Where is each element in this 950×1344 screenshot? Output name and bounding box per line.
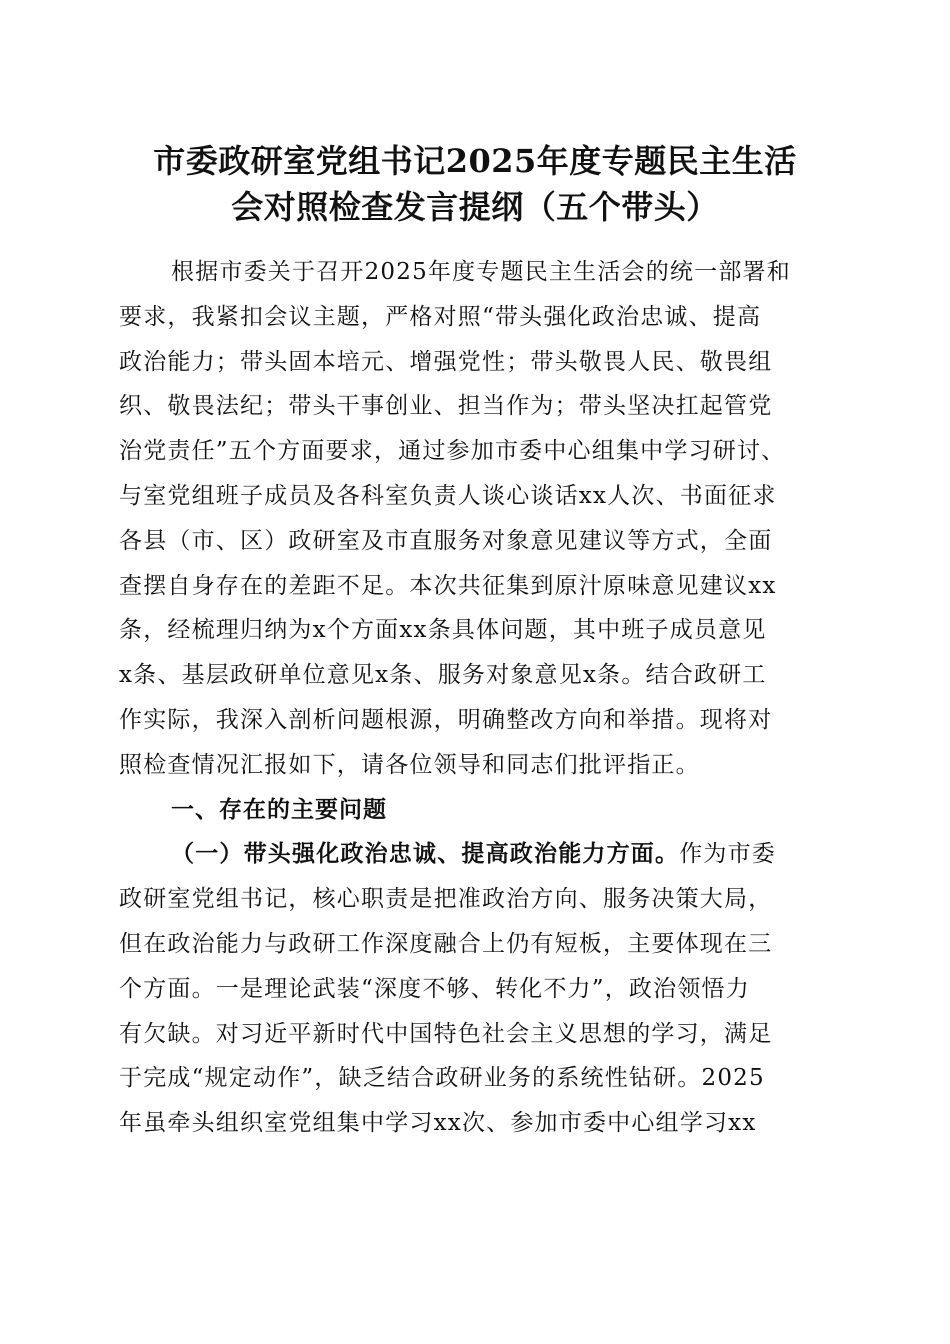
document-title <box>110 138 840 230</box>
intro-line: 织、敬畏法纪；带头干事创业、担当作为；带头坚决扛起管党 <box>119 393 773 420</box>
intro-line: 条，经梳理归纳为x个方面xx条具体问题，其中班子成员意见 <box>119 617 767 644</box>
subsection-line: 年虽牵头组织室党组集中学习xx次、参加市委中心组学习xx <box>119 1110 757 1137</box>
subsection-line: 政研室党组书记，核心职责是把准政治方向、服务决策大局， <box>119 886 773 913</box>
title-line-1: 市委政研室党组书记2025年度专题民主生活 <box>153 142 797 180</box>
section-heading: 一、存在的主要问题 <box>171 796 387 823</box>
intro-line: 作实际，我深入剖析问题根源，明确整改方向和举措。现将对 <box>119 706 773 733</box>
intro-line: 查摆自身存在的差距不足。本次共征集到原汁原味意见建议xx <box>119 572 777 599</box>
subsection-first-line <box>119 832 839 877</box>
subsection-line: 但在政治能力与政研工作深度融合上仍有短板，主要体现在三 <box>119 930 773 957</box>
intro-line: 治党责任”五个方面要求，通过参加市委中心组集中学习研讨、 <box>119 438 786 465</box>
title-line-2: 会对照检查发言提纲（五个带头） <box>231 188 719 226</box>
intro-line: 与室党组班子成员及各科室负责人谈心谈话xx人次、书面征求 <box>119 482 777 509</box>
subsection-heading: （一）带头强化政治忠诚、提高政治能力方面。 <box>171 840 680 868</box>
subsection-line: 于完成“规定动作”，缺乏结合政研业务的系统性钻研。2025 <box>119 1065 765 1092</box>
intro-line: 要求，我紧扣会议主题，严格对照“带头强化政治忠诚、提高 <box>119 303 762 330</box>
subsection-line: 个方面。一是理论武装“深度不够、转化不力”，政治领悟力 <box>119 975 750 1002</box>
subsection-first-line-rest: 作为市委 <box>679 841 777 868</box>
intro-line: x条、基层政研单位意见x条、服务对象意见x条。结合政研工 <box>119 662 767 689</box>
subsection-line: 有欠缺。对习近平新时代中国特色社会主义思想的学习，满足 <box>119 1020 773 1047</box>
intro-line: 政治能力；带头固本培元、增强党性；带头敬畏人民、敬畏组 <box>119 348 773 375</box>
document-body <box>119 250 839 1146</box>
intro-line: 根据市委关于召开2025年度专题民主生活会的统一部署和 <box>171 259 791 285</box>
intro-line: 各县（市、区）政研室及市直服务对象意见建议等方式，全面 <box>119 527 773 554</box>
intro-line: 照检查情况汇报如下，请各位领导和同志们批评指正。 <box>119 751 700 778</box>
